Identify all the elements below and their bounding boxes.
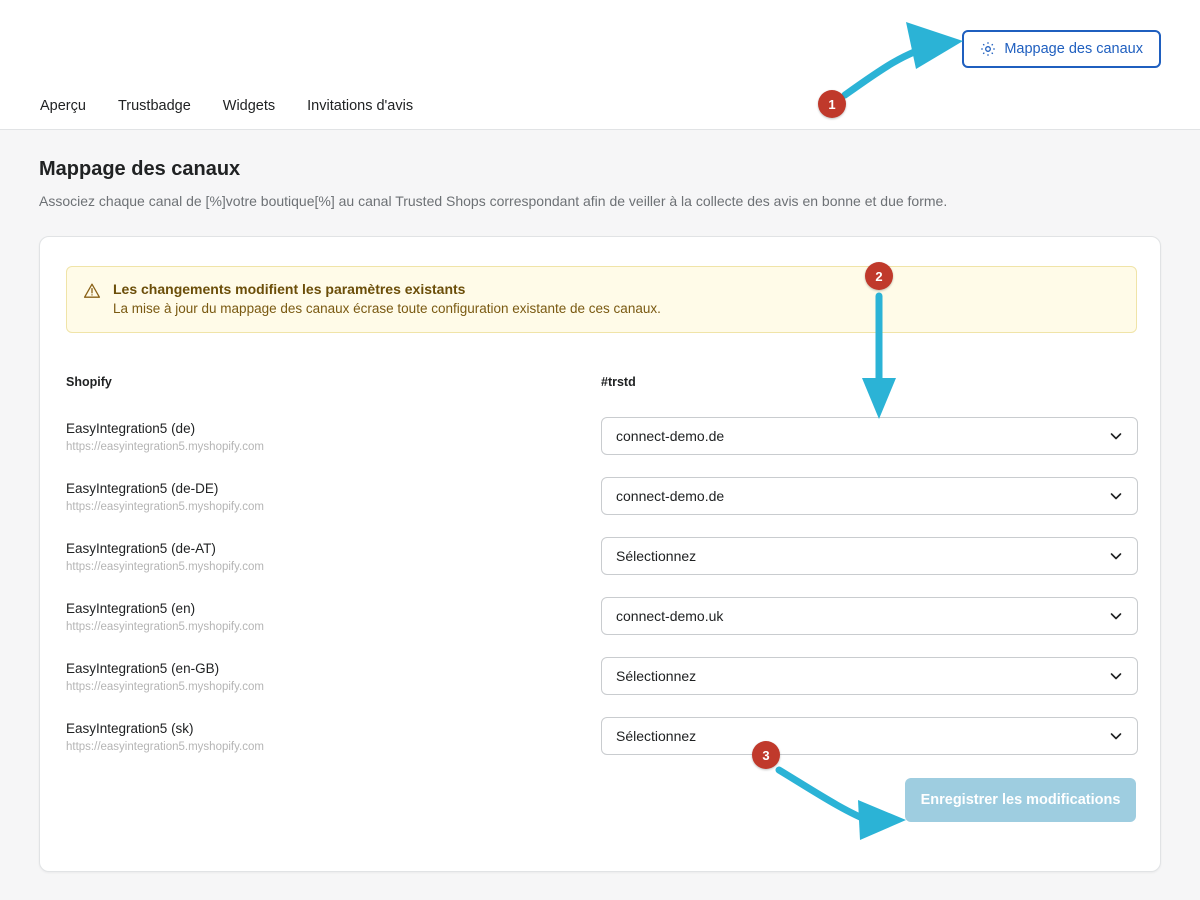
top-bar	[0, 0, 1200, 130]
tab-apercu-label: Aperçu	[40, 98, 86, 114]
table-row	[40, 717, 1160, 777]
save-button[interactable]: Enregistrer les modifications	[905, 778, 1136, 822]
table-row	[40, 417, 1160, 477]
channel-select-value: Sélectionnez	[616, 548, 697, 564]
channel-url: https://easyintegration5.myshopify.com	[66, 621, 264, 633]
mappage-des-canaux-button-label: Mappage des canaux	[1004, 41, 1143, 57]
annotation-marker-2: 2	[865, 262, 893, 290]
channel-select[interactable]	[601, 597, 1138, 635]
channel-url: https://easyintegration5.myshopify.com	[66, 681, 264, 693]
channel-select-value: Sélectionnez	[616, 668, 697, 684]
warning-banner-text: La mise à jour du mappage des canaux écrase toute configuration existante de ces canaux.	[113, 301, 661, 316]
channel-select-value: connect-demo.de	[616, 488, 725, 504]
column-header-trstd: #trstd	[601, 375, 636, 389]
channel-mapping-card	[39, 236, 1161, 872]
channel-select[interactable]	[601, 717, 1138, 755]
channel-name: EasyIntegration5 (en-GB)	[66, 661, 220, 676]
tab-invitations-davis[interactable]	[291, 98, 429, 114]
channel-url: https://easyintegration5.myshopify.com	[66, 561, 264, 573]
page-title: Mappage des canaux	[39, 158, 241, 180]
channel-select[interactable]	[601, 657, 1138, 695]
warning-banner	[66, 266, 1137, 333]
channel-select[interactable]	[601, 477, 1138, 515]
chevron-down-icon	[1109, 669, 1123, 683]
channel-url: https://easyintegration5.myshopify.com	[66, 441, 264, 453]
channel-name: EasyIntegration5 (sk)	[66, 721, 194, 736]
tab-trustbadge[interactable]	[102, 98, 207, 114]
tab-widgets-label: Widgets	[222, 98, 276, 114]
channel-rows	[40, 417, 1160, 777]
annotation-marker-1: 1	[818, 90, 846, 118]
tab-widgets[interactable]	[207, 98, 291, 114]
gear-icon	[980, 41, 996, 57]
channel-url: https://easyintegration5.myshopify.com	[66, 741, 264, 753]
channel-select[interactable]	[601, 537, 1138, 575]
tab-trustbadge-label: Trustbadge	[117, 98, 191, 114]
warning-banner-title: Les changements modifient les paramètres existants	[113, 281, 466, 297]
tab-invitations-davis-label: Invitations d'avis	[307, 98, 414, 114]
table-row	[40, 537, 1160, 597]
chevron-down-icon	[1109, 429, 1123, 443]
channel-select-value: connect-demo.uk	[616, 608, 724, 624]
table-row	[40, 657, 1160, 717]
channel-name: EasyIntegration5 (de-AT)	[66, 541, 216, 556]
table-row	[40, 597, 1160, 657]
chevron-down-icon	[1109, 549, 1123, 563]
annotation-marker-3: 3	[752, 741, 780, 769]
channel-select-value: connect-demo.de	[616, 428, 725, 444]
channel-url: https://easyintegration5.myshopify.com	[66, 501, 264, 513]
page-subtitle: Associez chaque canal de [%]votre boutique[%] au canal Trusted Shops correspondant afin de veiller à la collecte des avis en bonne et due forme.	[39, 193, 948, 209]
channel-select[interactable]	[601, 417, 1138, 455]
channel-name: EasyIntegration5 (de-DE)	[66, 481, 219, 496]
column-header-shopify: Shopify	[66, 375, 112, 389]
tab-apercu[interactable]	[40, 98, 102, 114]
channel-name: EasyIntegration5 (de)	[66, 421, 196, 436]
channel-name: EasyIntegration5 (en)	[66, 601, 196, 616]
table-row	[40, 477, 1160, 537]
chevron-down-icon	[1109, 609, 1123, 623]
chevron-down-icon	[1109, 489, 1123, 503]
primary-tabs	[40, 98, 429, 114]
warning-triangle-icon	[83, 282, 101, 300]
chevron-down-icon	[1109, 729, 1123, 743]
mappage-des-canaux-button[interactable]	[962, 30, 1161, 68]
channel-select-value: Sélectionnez	[616, 728, 697, 744]
